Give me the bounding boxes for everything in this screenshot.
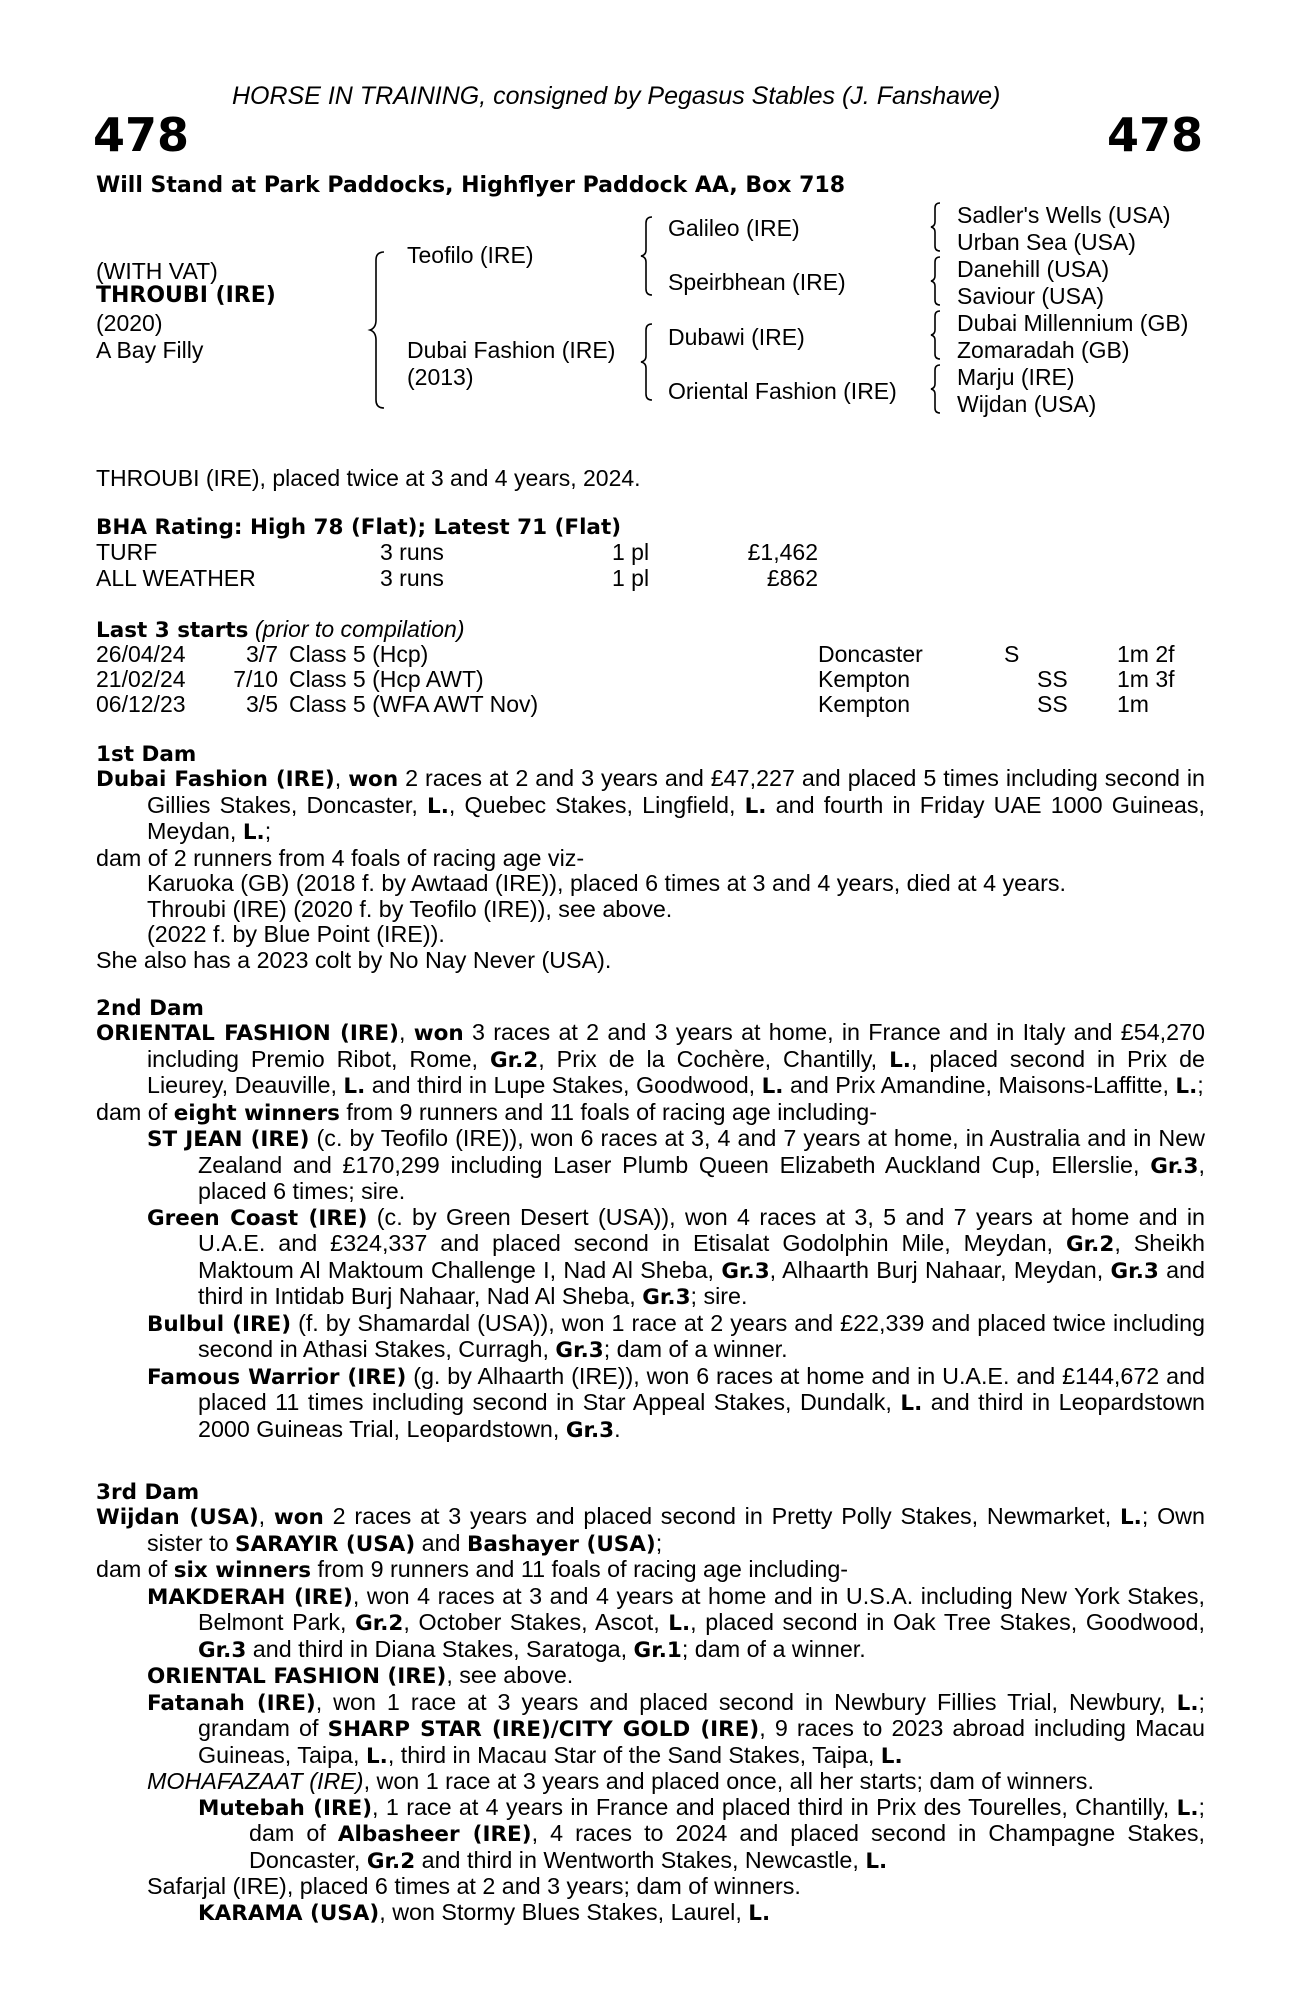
start-going: SS <box>1037 666 1068 692</box>
start-date: 06/12/23 <box>96 691 186 717</box>
start-course: Kempton <box>818 666 911 692</box>
start-going: SS <box>1037 691 1068 717</box>
start-position: 7/10 <box>233 666 278 692</box>
pedigree-g7: Marju (IRE) <box>957 364 1075 390</box>
first-dam-section <box>96 766 1205 973</box>
dam-name: Dubai Fashion (IRE) <box>96 767 335 792</box>
third-dam-heading: 3rd Dam <box>96 1480 200 1505</box>
start-position: 3/5 <box>246 691 278 717</box>
produce-item: ST JEAN (IRE) (c. by Teofilo (IRE)), won 6 races at 3, 4 and 7 years at home, in Australia and in New Zealand and £170,299 including Laser Plumb Queen Elizabeth Auckland Cup, Ellerslie, Gr.3, placed 6 times; sire. <box>147 1125 1205 1204</box>
starts-heading <box>96 616 465 643</box>
consignment-line: HORSE IN TRAINING, consigned by Pegasus Stables (J. Fanshawe) <box>232 82 1001 110</box>
third-dam-produce-intro: dam of six winners from 9 runners and 11 foals of racing age including- <box>96 1556 849 1583</box>
rating-surface: ALL WEATHER <box>96 565 256 591</box>
produce-item: Bulbul (IRE) (f. by Shamardal (USA)), won 1 race at 2 years and £22,339 and placed twice including second in Athasi Stakes, Curragh, Gr.3; dam of a winner. <box>147 1309 1205 1363</box>
second-dam-section <box>96 1020 1205 1443</box>
dam-dam: Oriental Fashion (IRE) <box>668 378 897 404</box>
brace-g2 <box>930 255 944 307</box>
first-dam-produce-intro: dam of 2 runners from 4 foals of racing age viz- <box>96 844 585 871</box>
second-dam-record: ORIENTAL FASHION (IRE), won 3 races at 2 and 3 years at home, in France and in Italy and £54,270 including Premio Ribot, Rome, Gr.2, Prix de la Cochère, Chantilly, L., placed second in Prix de Lieurey, Deauville, L. and third in Lupe Stakes, Goodwood, L. and Prix Amandine, Maisons-Laffitte, L.; <box>96 1019 1206 1099</box>
sire: Teofilo (IRE) <box>407 242 534 268</box>
produce-item: (2022 f. by Blue Point (IRE)). <box>147 921 445 947</box>
produce-item: Karuoka (GB) (2018 f. by Awtaad (IRE)), placed 6 times at 3 and 4 years, died at 4 years. <box>147 870 1066 896</box>
rating-earnings: £862 <box>766 565 818 591</box>
start-distance: 1m 2f <box>1117 641 1175 667</box>
brace-sire <box>640 215 656 297</box>
vat-note: (WITH VAT) <box>96 258 218 284</box>
rating-earnings: £1,462 <box>747 539 818 565</box>
produce-item: MAKDERAH (IRE), won 4 races at 3 and 4 years at home and in U.S.A. including New York Stakes, Belmont Park, Gr.2, October Stakes, Ascot, L., placed second in Oak Tree Stakes, Goodwood, Gr.3 and third in Diana Stakes, Saratoga, Gr.1; dam of a winner. <box>147 1582 1206 1663</box>
pedigree-g5: Dubai Millennium (GB) <box>957 310 1189 336</box>
produce-item: ORIENTAL FASHION (IRE), see above. <box>147 1662 574 1689</box>
rating-placings: 1 pl <box>612 539 650 565</box>
produce-item: KARAMA (USA), won Stormy Blues Stakes, Laurel, L. <box>198 1898 771 1926</box>
rating-runs: 3 runs <box>380 539 444 565</box>
pedigree-g6: Zomaradah (GB) <box>957 337 1130 363</box>
horse-description: A Bay Filly <box>96 337 204 363</box>
starts-note: (prior to compilation) <box>254 616 465 642</box>
produce-item: MOHAFAZAAT (IRE), won 1 race at 3 years and placed once, all her starts; dam of winners. <box>147 1768 1094 1794</box>
start-position: 3/7 <box>246 641 278 667</box>
pedigree-g8: Wijdan (USA) <box>957 391 1097 417</box>
produce-item: Safarjal (IRE), placed 6 times at 2 and 3 years; dam of winners. <box>147 1873 801 1899</box>
start-date: 21/02/24 <box>96 666 186 692</box>
race-summary: THROUBI (IRE), placed twice at 3 and 4 years, 2024. <box>96 465 641 491</box>
start-going: S <box>1004 641 1020 667</box>
first-dam-heading: 1st Dam <box>96 742 197 767</box>
horse-name: THROUBI (IRE) <box>96 283 276 308</box>
lot-number-right: 478 <box>1106 108 1203 162</box>
produce-item: Green Coast (IRE) (c. by Green Desert (USA)), won 4 races at 3, 5 and 7 years at home and in U.A.E. and £324,337 and placed second in Etisalat Godolphin Mile, Meydan, Gr.2, Sheikh Maktoum Al Maktoum Challenge I, Nad Al Sheba, Gr.3, Alhaarth Burj Nahaar, Meydan, Gr.3 and third in Intidab Burj Nahaar, Nad Al Sheba, Gr.3; sire. <box>147 1203 1206 1310</box>
start-course: Doncaster <box>818 641 923 667</box>
dam: Dubai Fashion (IRE) <box>407 337 616 363</box>
brace-g1 <box>930 201 944 253</box>
rating-heading: BHA Rating: High 78 (Flat); Latest 71 (Flat) <box>96 515 622 540</box>
won-label: won <box>348 767 399 792</box>
produce-item: Famous Warrior (IRE) (g. by Alhaarth (IRE)), won 6 races at home and in U.A.E. and £144,672 and placed 11 times including second in Star Appeal Stakes, Dundalk, L. and third in Leopardstown 2000 Guineas Trial, Leopardstown, Gr.3. <box>147 1362 1205 1443</box>
start-course: Kempton <box>818 691 911 717</box>
start-race: Class 5 (Hcp) <box>289 641 429 667</box>
second-dam-heading: 2nd Dam <box>96 996 204 1021</box>
dam-sire: Dubawi (IRE) <box>668 324 805 350</box>
brace-g3 <box>930 309 944 361</box>
sire-sire: Galileo (IRE) <box>668 215 800 241</box>
pedigree-g2: Urban Sea (USA) <box>957 229 1136 255</box>
rating-surface: TURF <box>96 539 158 565</box>
third-dam-section <box>96 1504 1205 1926</box>
brace-dam <box>640 322 656 402</box>
first-dam-record: Dubai Fashion (IRE), won 2 races at 2 and 3 years and £47,227 and placed 5 times including second in Gillies Stakes, Doncaster, L., Quebec Stakes, Lingfield, L. and fourth in Friday UAE 1000 Guineas, Meydan, L.; <box>96 765 1205 845</box>
start-date: 26/04/24 <box>96 641 186 667</box>
start-race: Class 5 (Hcp AWT) <box>289 666 484 692</box>
start-distance: 1m 3f <box>1117 666 1175 692</box>
pedigree-g4: Saviour (USA) <box>957 283 1104 309</box>
second-dam-produce-intro: dam of eight winners from 9 runners and 11 foals of racing age including- <box>96 1098 877 1126</box>
pedigree-g3: Danehill (USA) <box>957 256 1110 282</box>
produce-item: Fatanah (IRE), won 1 race at 3 years and placed second in Newbury Fillies Trial, Newbury, L.; grandam of SHARP STAR (IRE)/CITY GOLD (IRE), 9 races to 2023 abroad including Macau Guineas, Taipa, L., third in Macau Star of the Sand Stakes, Taipa, L. <box>147 1688 1206 1769</box>
starts-title: Last 3 starts <box>96 618 249 643</box>
start-distance: 1m <box>1117 691 1149 717</box>
produce-item: Throubi (IRE) (2020 f. by Teofilo (IRE)), see above. <box>147 895 673 922</box>
lot-number-left: 478 <box>93 108 190 162</box>
horse-year: (2020) <box>96 310 163 336</box>
produce-item: Mutebah (IRE), 1 race at 4 years in France and placed third in Prix des Tourelles, Chantilly, L.; dam of Albasheer (IRE), 4 races to 2024 and placed second in Champagne Stakes, Doncaster, Gr.2 and third in Wentworth Stakes, Newcastle, L. <box>198 1793 1205 1874</box>
brace-g4 <box>930 363 944 415</box>
stand-location: Will Stand at Park Paddocks, Highflyer Paddock AA, Box 718 <box>96 173 846 198</box>
pedigree-g1: Sadler's Wells (USA) <box>957 202 1171 228</box>
rating-runs: 3 runs <box>380 565 444 591</box>
start-race: Class 5 (WFA AWT Nov) <box>289 691 539 717</box>
sire-dam: Speirbhean (IRE) <box>668 269 846 295</box>
third-dam-record: Wijdan (USA), won 2 races at 3 years and placed second in Pretty Polly Stakes, Newmarket, L.; Own sister to SARAYIR (USA) and Bashayer (USA); <box>96 1503 1205 1557</box>
brace-horse <box>370 250 390 410</box>
rating-placings: 1 pl <box>612 565 650 591</box>
first-dam-also: She also has a 2023 colt by No Nay Never (USA). <box>96 946 612 973</box>
dam-year: (2013) <box>407 364 474 390</box>
